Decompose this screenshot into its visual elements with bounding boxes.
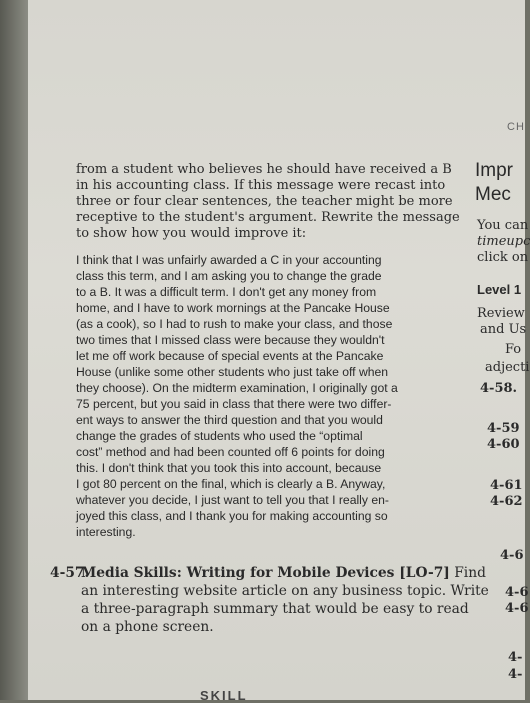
right-text: Level 1 [477, 282, 522, 297]
exercise-first-line [81, 565, 486, 581]
letter-line: let me off work because of special events at the Pancake [76, 349, 384, 363]
chapter-mark: CH [507, 121, 525, 133]
letter-line: change the grades of students who used the “optimal [76, 429, 363, 443]
right-heading: Impr [475, 160, 513, 181]
right-heading: Mec [475, 184, 511, 205]
letter-line: joyed this class, and I thank you for making accounting so [76, 509, 388, 523]
right-text: 4-6 [500, 548, 524, 563]
right-text: 4-6 [505, 601, 529, 616]
right-text: adjecti [485, 360, 530, 375]
next-section-heading-cut: SKILL [200, 688, 248, 703]
right-text: 4- [508, 650, 523, 665]
letter-line: I got 80 percent on the final, which is clearly a B. Anyway, [76, 477, 386, 491]
right-text: 4-59 [487, 421, 520, 436]
right-text: 4-62 [490, 494, 523, 509]
exercise-line: a three-paragraph summary that would be easy to read [81, 601, 469, 617]
letter-line: to a B. It was a difficult term. I don't get any money from [76, 285, 377, 299]
letter-line: 75 percent, but you said in class that there were two differ- [76, 397, 392, 411]
letter-line: home, and I have to work mornings at the Pancake House [76, 301, 390, 315]
exercise-title-rest: Find [449, 565, 486, 581]
letter-line: cost” method and had been counted off 6 points for doing [76, 445, 385, 459]
letter-line: two times that I missed class were because they wouldn't [76, 333, 385, 347]
exercise-title: Media Skills: Writing for Mobile Devices [LO-7] [81, 565, 450, 581]
exercise-number: 4-57. [50, 565, 90, 581]
letter-line: class this term, and I am asking you to change the grade [76, 269, 382, 283]
exercise-line: on a phone screen. [81, 619, 214, 635]
letter-line: House (unlike some other students who just take off when [76, 365, 389, 379]
letter-line: I think that I was unfairly awarded a C in your accounting [76, 253, 382, 267]
exercise-line: an interesting website article on any business topic. Write [81, 583, 489, 599]
letter-line: (as a cook), so I had to rush to make your class, and those [76, 317, 393, 331]
intro-line: three or four clear sentences, the teacher might be more [76, 194, 453, 209]
right-text: and Us [480, 322, 527, 337]
right-text: You can [477, 218, 529, 233]
intro-line: receptive to the student's argument. Rewrite the message [76, 210, 460, 225]
right-text: Review [477, 306, 525, 321]
right-text: 4-60 [487, 437, 520, 452]
letter-line: they choose). On the midterm examination, I originally got a [76, 381, 398, 395]
page-shadow [0, 0, 28, 700]
letter-line: this. I don't think that you took this into account, because [76, 461, 382, 475]
right-text: 4-6 [505, 585, 529, 600]
letter-line: ent ways to answer the third question and that you would [76, 413, 383, 427]
intro-line: from a student who believes he should have received a B [76, 162, 452, 177]
letter-line: interesting. [76, 525, 136, 539]
right-text: click on [477, 250, 529, 265]
right-text: Fo [505, 342, 522, 357]
right-text: timeupc [477, 234, 530, 249]
right-text: 4-58. [480, 381, 518, 396]
intro-line: to show how you would improve it: [76, 226, 307, 241]
right-text: 4-61 [490, 478, 523, 493]
intro-line: in his accounting class. If this message were recast into [76, 178, 446, 193]
right-text: 4- [508, 667, 523, 682]
letter-line: whatever you decide, I just want to tell you that I really en- [76, 493, 389, 507]
